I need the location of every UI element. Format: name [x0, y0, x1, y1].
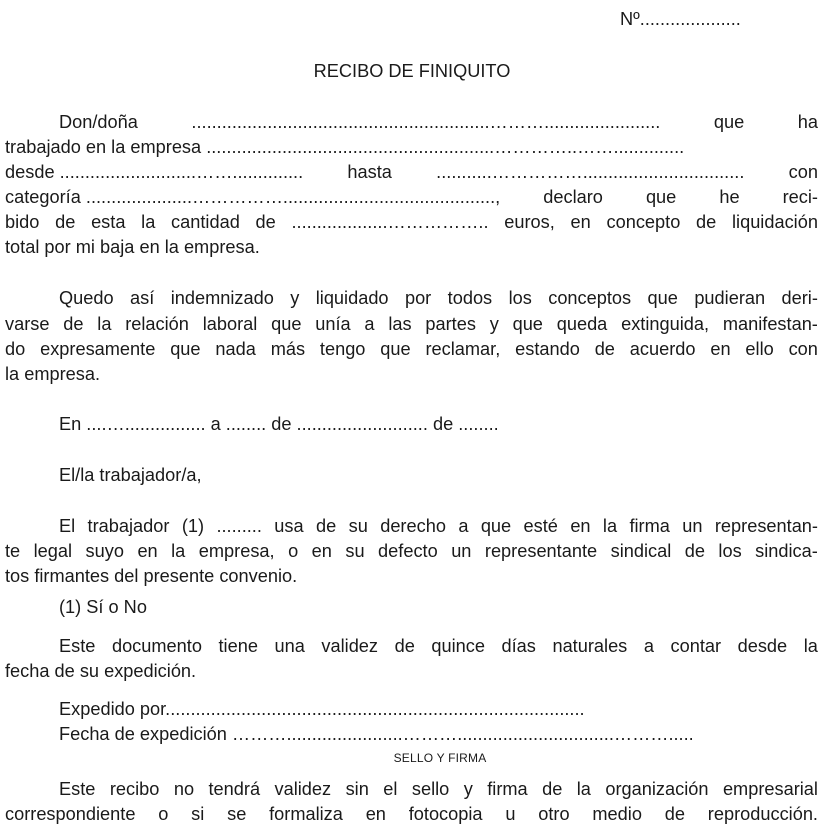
- word: (1): [181, 516, 205, 536]
- word: usa: [274, 516, 304, 536]
- word: hasta: [347, 162, 392, 182]
- paragraph-1-line-2: [5, 136, 818, 158]
- word: relación: [125, 314, 189, 334]
- word: un: [451, 541, 472, 561]
- word: expresamente: [40, 339, 156, 359]
- word: desde: [737, 636, 788, 656]
- word: Este: [59, 636, 96, 656]
- word: liquidado: [315, 288, 389, 308]
- word: la: [141, 212, 156, 232]
- paragraph-2-line-2: [5, 313, 818, 335]
- word: El: [59, 516, 76, 536]
- word: liquidación: [732, 212, 818, 232]
- word: la: [803, 636, 818, 656]
- paragraph-4-line-1: [59, 635, 818, 657]
- word: suyo: [85, 541, 124, 561]
- word: otro: [538, 804, 570, 824]
- word: y: [463, 779, 473, 799]
- word: esta: [91, 212, 126, 232]
- word: su: [348, 516, 368, 536]
- word: a: [364, 314, 375, 334]
- word: de: [684, 541, 705, 561]
- paragraph-5-line-2: [5, 803, 818, 825]
- word: deri-: [781, 288, 818, 308]
- paragraph-1-line-4: [5, 186, 818, 208]
- word: ...........................................................……….......................: [191, 112, 661, 132]
- word: pudieran: [694, 288, 766, 308]
- footnote: (1) Sí o No: [59, 597, 147, 617]
- word: la: [576, 779, 591, 799]
- word: manifestan-: [722, 314, 818, 334]
- word: que: [271, 314, 302, 334]
- word: defecto: [378, 541, 438, 561]
- word: validez: [321, 636, 379, 656]
- worker-signature-line: El/la trabajador/a,: [59, 465, 202, 485]
- word: indemnizado: [170, 288, 274, 308]
- paragraph-3-line-2: [5, 540, 818, 562]
- word: concepto: [606, 212, 681, 232]
- word: sello: [411, 779, 450, 799]
- word: en: [710, 339, 731, 359]
- word: ha: [797, 112, 818, 132]
- word: que: [645, 187, 677, 207]
- word: un: [682, 516, 703, 536]
- word: que: [512, 314, 543, 334]
- word: Este: [59, 779, 96, 799]
- word: documento: [111, 636, 202, 656]
- word: de: [394, 636, 415, 656]
- word: de: [316, 516, 337, 536]
- word: formaliza: [269, 804, 343, 824]
- word: los: [718, 541, 742, 561]
- word: o: [158, 804, 169, 824]
- word: nada: [215, 339, 256, 359]
- word: que: [170, 339, 201, 359]
- word: partes: [425, 314, 476, 334]
- word: no: [173, 779, 195, 799]
- word: desde ...........................……..............: [5, 162, 304, 182]
- word: las: [388, 314, 412, 334]
- paragraph-1-line-3: [5, 161, 818, 183]
- word: firma: [487, 779, 528, 799]
- word: así: [130, 288, 155, 308]
- word: ...........……………................................: [436, 162, 745, 182]
- word: representante: [484, 541, 598, 561]
- word: o: [288, 541, 299, 561]
- word: euros,: [504, 212, 555, 232]
- word: Don/doña: [59, 112, 138, 132]
- word: en: [311, 541, 332, 561]
- word: y: [290, 288, 300, 308]
- word: acuerdo: [629, 339, 696, 359]
- word: sindica-: [755, 541, 818, 561]
- word: te: [5, 541, 21, 561]
- word: bido: [5, 212, 40, 232]
- word: organización: [605, 779, 709, 799]
- word: trabajado en la empresa .........................................................…………..……..............: [5, 137, 685, 157]
- word: en: [570, 516, 591, 536]
- page-title: RECIBO DE FINIQUITO: [313, 61, 511, 81]
- word: unía: [315, 314, 351, 334]
- word: si: [191, 804, 205, 824]
- word: a: [458, 516, 469, 536]
- word: ...................……………..: [291, 212, 489, 232]
- word: a: [643, 636, 654, 656]
- word: de: [255, 212, 276, 232]
- word: cantidad: [171, 212, 240, 232]
- paragraph-2-line-1: [59, 287, 818, 309]
- word: reci-: [782, 187, 818, 207]
- paragraph-2-line-4: la empresa.: [5, 364, 101, 384]
- word: Quedo: [59, 288, 114, 308]
- sello-firma-label: SELLO Y FIRMA: [393, 751, 487, 765]
- word: su: [345, 541, 365, 561]
- word: de: [63, 314, 84, 334]
- word: con: [788, 162, 818, 182]
- word: legal: [33, 541, 73, 561]
- word: extinguida,: [621, 314, 710, 334]
- word: por: [404, 288, 432, 308]
- word: validez: [274, 779, 332, 799]
- word: categoría .....................……………..........................................,: [5, 187, 501, 207]
- paragraph-2-line-3: [5, 338, 818, 360]
- word: conceptos: [548, 288, 632, 308]
- word: tiene: [218, 636, 258, 656]
- word: derecho: [380, 516, 446, 536]
- word: más: [270, 339, 306, 359]
- word: .........: [216, 516, 262, 536]
- word: quince: [431, 636, 485, 656]
- word: queda: [556, 314, 608, 334]
- word: contar: [670, 636, 722, 656]
- word: en: [570, 212, 591, 232]
- word: esté: [523, 516, 558, 536]
- word: de: [664, 804, 685, 824]
- word: de: [696, 212, 717, 232]
- word: de: [542, 779, 563, 799]
- paragraph-3-line-1: [59, 515, 818, 537]
- word: varse: [5, 314, 50, 334]
- word: días: [501, 636, 536, 656]
- word: laboral: [202, 314, 258, 334]
- fecha-expedicion-line: Fecha de expedición ……….......................………...............................……….....: [59, 724, 694, 744]
- paragraph-1-line-1: [59, 111, 818, 133]
- word: naturales: [552, 636, 628, 656]
- word: en: [365, 804, 386, 824]
- word: he: [719, 187, 740, 207]
- word: sindical: [610, 541, 672, 561]
- word: tengo: [319, 339, 366, 359]
- paragraph-3-line-3: tos firmantes del presente convenio.: [5, 566, 298, 586]
- word: que: [380, 339, 411, 359]
- word: trabajador: [87, 516, 170, 536]
- word: declaro: [543, 187, 603, 207]
- word: todos: [447, 288, 493, 308]
- word: en: [137, 541, 158, 561]
- word: sin: [345, 779, 369, 799]
- word: firma: [629, 516, 670, 536]
- word: u: [505, 804, 516, 824]
- word: recibo: [109, 779, 160, 799]
- receipt-number: Nº....................: [620, 9, 741, 29]
- word: que: [647, 288, 678, 308]
- word: fotocopia: [408, 804, 483, 824]
- word: el: [383, 779, 398, 799]
- word: reclamar,: [425, 339, 501, 359]
- word: do: [5, 339, 26, 359]
- date-line: En ....…................ a ........ de .......................... de ........: [59, 414, 499, 434]
- word: se: [227, 804, 247, 824]
- word: empresarial: [722, 779, 818, 799]
- paragraph-5-line-1: [59, 778, 818, 800]
- word: la: [171, 541, 186, 561]
- word: y: [489, 314, 499, 334]
- word: con: [788, 339, 818, 359]
- word: la: [602, 516, 618, 536]
- paragraph-4-line-2: fecha de su expedición.: [5, 661, 197, 681]
- paragraph-1-line-5: [5, 211, 818, 233]
- word: estando: [515, 339, 580, 359]
- word: ello: [745, 339, 774, 359]
- word: tendrá: [208, 779, 261, 799]
- word: que: [480, 516, 512, 536]
- word: la: [97, 314, 112, 334]
- word: los: [508, 288, 532, 308]
- word: correspondiente: [5, 804, 136, 824]
- word: medio: [592, 804, 642, 824]
- word: de: [594, 339, 615, 359]
- word: empresa,: [198, 541, 275, 561]
- expedido-line: Expedido por...................................................................................: [59, 699, 585, 719]
- word: de: [55, 212, 76, 232]
- word: que: [713, 112, 745, 132]
- word: una: [274, 636, 305, 656]
- paragraph-1-line-6: total por mi baja en la empresa.: [5, 237, 260, 257]
- word: representan-: [714, 516, 818, 536]
- word: reproducción.: [707, 804, 818, 824]
